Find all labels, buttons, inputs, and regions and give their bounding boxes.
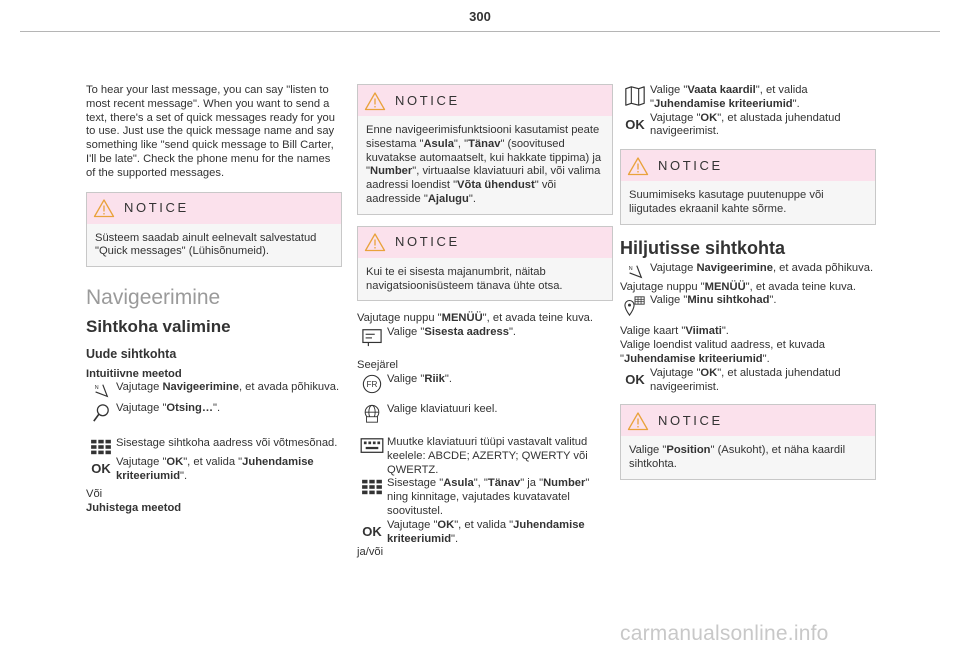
step-row: Valige klaviatuuri keel. xyxy=(357,403,613,424)
method-title: Intuitiivne meetod xyxy=(86,367,182,380)
notice-box xyxy=(357,226,613,302)
step-row: FR Valige "Riik". xyxy=(357,373,613,394)
step-row: OK Vajutage "OK", et alustada juhendatud navigeerimist. xyxy=(620,367,876,395)
search-icon xyxy=(92,403,110,423)
notice-title: NOTICE xyxy=(395,234,460,250)
method-title: Juhistega meetod xyxy=(86,501,182,514)
step-row: OK Vajutage "OK", et alustada juhendatud navigeerimist. xyxy=(620,112,876,140)
tab-instruction: Valige kaart "Viimati". xyxy=(620,325,729,338)
keyboard-icon xyxy=(90,438,112,456)
step-row: Vajutage "Otsing…". xyxy=(86,402,342,423)
notice-box xyxy=(620,149,876,225)
notice-header xyxy=(358,227,612,258)
navigation-icon xyxy=(626,263,644,281)
then-label: Seejärel xyxy=(357,359,399,372)
step-row: N Vajutage Navigeerimine, et avada põhikuva. xyxy=(620,262,876,281)
notice-header xyxy=(621,405,875,436)
or-label: Või xyxy=(86,487,103,500)
notice-body: Enne navigeerimisfunktsiooni kasutamist peate sisestama "Asula", "Tänav" (soovitused kuvatakse automaatselt, kui hakkate tippima) ja "Number", virtuaalse klaviatuuri abil, või valima aadressi loendist "Võta ühendust" või aadresside "Ajalugu". xyxy=(366,124,602,205)
notice-title: NOTICE xyxy=(658,157,723,173)
my-destinations-icon xyxy=(624,295,646,317)
section-title: Hiljutisse sihtkohta xyxy=(620,237,786,258)
section-title: Navigeerimine xyxy=(86,286,221,310)
warning-icon xyxy=(627,156,649,176)
page-number: 300 xyxy=(469,9,491,24)
subsection-title: Sihtkoha valimine xyxy=(86,316,231,336)
notice-body: Süsteem saadab ainult eelnevalt salvestatud "Quick messages" (Lühisõnumeid). xyxy=(95,231,317,258)
warning-icon xyxy=(364,232,386,252)
step-row: Sisestage "Asula", "Tänav" ja "Number" ning kinnitage, vajutades kuvatavatel soovitustel. xyxy=(357,477,613,518)
step-row: OK Vajutage "OK", et valida "Juhendamise kriteeriumid". xyxy=(86,456,342,484)
step-row: Valige "Sisesta aadress". xyxy=(357,326,613,347)
step-row: Valige "Vaata kaardil", et valida "Juhendamise kriteeriumid". xyxy=(620,84,876,112)
subheading: Uude sihtkohta xyxy=(86,346,177,361)
list-instruction: Valige loendist valitud aadress, et kuvada xyxy=(620,339,826,352)
menu-instruction: Vajutage nuppu "MENÜÜ", et avada teine kuva. xyxy=(620,280,856,293)
step-row: Muutke klaviatuuri tüüpi vastavalt valitud keelele: ABCDE; AZERTY; QWERTY või QWERTZ. xyxy=(357,436,613,477)
step-row: Sisestage sihtkoha aadress või võtmesõnad. xyxy=(86,437,342,456)
ok-button-icon: OK xyxy=(91,461,111,477)
step-row: Valige "Minu sihtkohad". xyxy=(620,294,876,317)
column-2 xyxy=(357,84,613,560)
step-row: N Vajutage Navigeerimine, et avada põhikuva. xyxy=(86,381,342,400)
step-row: OK Vajutage "OK", et valida "Juhendamise kriteeriumid". xyxy=(357,519,613,547)
notice-body: Suumimiseks kasutage puutenuppe või liigutades ekraanil kahte sõrme. xyxy=(629,189,824,215)
notice-header xyxy=(87,193,341,224)
ok-button-icon: OK xyxy=(625,116,645,132)
svg-text:FR: FR xyxy=(366,380,378,390)
menu-instruction: Vajutage nuppu "MENÜÜ", et avada teine kuva. xyxy=(357,312,593,325)
ok-button-icon: OK xyxy=(362,523,382,539)
notice-body: Valige "Position" (Asukoht), et näha kaardil sihtkohta. xyxy=(629,444,846,471)
intro-paragraph: To hear your last message, you can say "listen to most recent message". When you want to send a text, there's a set of quick messages ready for you to use. Just use the quick message name and say something like "send quick message to Bill Carter, I'll be late". Check the phone menu for the names of the supported messages. xyxy=(86,84,336,179)
map-icon xyxy=(624,85,646,107)
notice-title: NOTICE xyxy=(124,200,189,216)
and-or-label: ja/või xyxy=(357,546,384,559)
warning-icon xyxy=(93,198,115,218)
notice-body: Kui te ei sisesta majanumbrit, näitab navigatsioonisüsteem tänava ühte otsa. xyxy=(366,265,563,292)
country-icon xyxy=(361,374,383,394)
navigation-icon xyxy=(92,382,110,400)
keyboard-icon xyxy=(361,478,383,496)
notice-box xyxy=(86,192,342,268)
notice-header xyxy=(621,150,875,181)
svg-text:N: N xyxy=(94,385,99,392)
keyboard-type-icon xyxy=(360,437,384,455)
notice-box xyxy=(620,404,876,480)
column-3 xyxy=(620,84,876,480)
notice-box xyxy=(357,84,613,215)
keyboard-language-icon xyxy=(361,404,383,424)
notice-title: NOTICE xyxy=(395,92,460,108)
svg-text:N: N xyxy=(628,265,633,272)
warning-icon xyxy=(627,411,649,431)
column-1 xyxy=(86,84,342,516)
top-divider xyxy=(20,31,940,32)
ok-button-icon: OK xyxy=(625,371,645,387)
notice-title: NOTICE xyxy=(658,412,723,428)
warning-icon xyxy=(364,91,386,111)
notice-header xyxy=(358,85,612,116)
watermark: carmanualsonline.info xyxy=(620,622,829,645)
address-entry-icon xyxy=(361,327,383,347)
criteria-line: "Juhendamise kriteeriumid". xyxy=(620,352,770,365)
